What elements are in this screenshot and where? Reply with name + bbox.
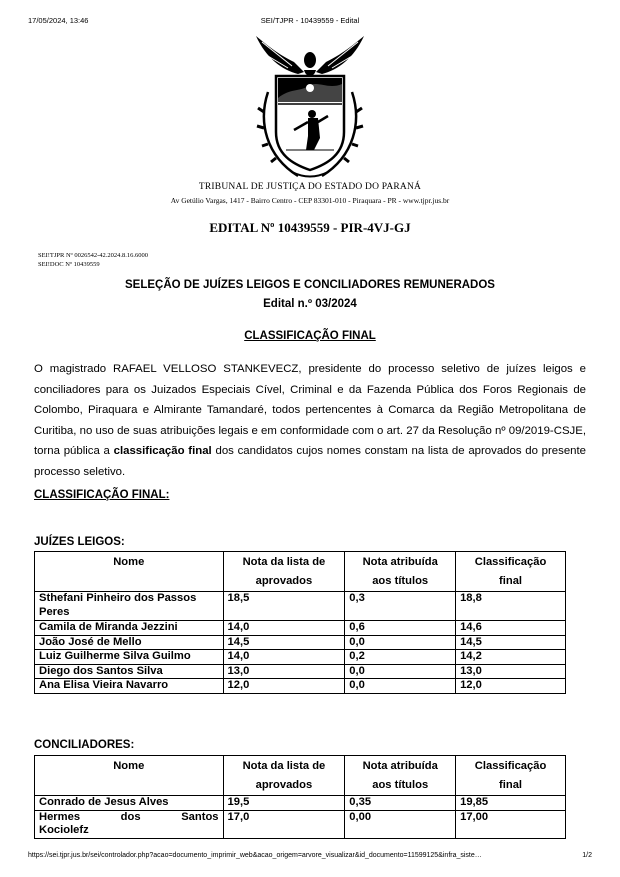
cell-name xyxy=(35,810,224,838)
table-row xyxy=(35,592,566,621)
cell-name: Ana Elisa Vieira Navarro xyxy=(35,679,224,694)
table-row xyxy=(35,621,566,636)
cell-name: Luiz Guilherme Silva Guilmo xyxy=(35,650,224,665)
cell-name-line2: Kociolefz xyxy=(39,824,89,836)
cell-titles: 0,00 xyxy=(345,810,456,838)
classification-title: CLASSIFICAÇÃO FINAL xyxy=(244,330,376,342)
print-datetime: 17/05/2024, 13:46 xyxy=(28,16,89,25)
print-header xyxy=(28,16,592,26)
process-ref: SEI!TJPR Nº 0026542-42.2024.8.16.6000 xyxy=(38,252,148,259)
header-name: Nome xyxy=(35,552,224,592)
court-address: Av Getúlio Vargas, 1417 - Bairro Centro - CEP 83301-010 - Piraquara - PR - www.tjpr.jus.br xyxy=(170,196,450,205)
cell-titles: 0,6 xyxy=(345,621,456,636)
header-approved: Nota da lista de aprovados xyxy=(223,552,345,592)
cell-name: Diego dos Santos Silva xyxy=(35,664,224,679)
print-title: SEI/TJPR - 10439559 - Edital xyxy=(260,16,360,25)
cell-titles: 0,0 xyxy=(345,679,456,694)
cell-approved: 17,0 xyxy=(223,810,345,838)
cell-approved: 18,5 xyxy=(223,592,345,621)
cell-titles: 0,2 xyxy=(345,650,456,665)
cell-titles: 0,3 xyxy=(345,592,456,621)
cell-name: Sthefani Pinheiro dos Passos Peres xyxy=(35,592,224,621)
header-final: Classificação final xyxy=(456,552,566,592)
table-row xyxy=(35,679,566,694)
cell-name: João José de Mello xyxy=(35,635,224,650)
section-final-heading: CLASSIFICAÇÃO FINAL: xyxy=(34,489,170,501)
cell-name: Camila de Miranda Jezzini xyxy=(35,621,224,636)
body-text-1: O magistrado RAFAEL VELLOSO STANKEVECZ, presidente do processo seletivo de juízes leigos e conciliadores para os Juizados Especiais Cível, Criminal e da Fazenda Pública dos Foros Regionais de Colombo, Piraquara e Almirante Tamandaré, todos pertencentes à Comarca da Região Metropolitana de Curitiba, no uso de suas atribuições legais e em conformidade com o art. 27 da Resolução nº 09/2019-CSJE, torna pública a xyxy=(34,363,586,458)
doc-ref: SEI!DOC Nº 10439559 xyxy=(38,261,100,268)
header-titles: Nota atribuída aos títulos xyxy=(345,756,456,796)
edital-number: EDITAL Nº 10439559 - PIR-4VJ-GJ xyxy=(209,220,411,235)
cell-titles: 0,0 xyxy=(345,635,456,650)
header-name: Nome xyxy=(35,756,224,796)
table-row xyxy=(35,810,566,838)
body-bold: classificação final xyxy=(113,445,212,458)
selection-edital: Edital n.º 03/2024 xyxy=(263,298,357,310)
cell-final: 17,00 xyxy=(456,810,566,838)
table-row xyxy=(35,635,566,650)
cell-final: 13,0 xyxy=(456,664,566,679)
table-row xyxy=(35,796,566,811)
table-row xyxy=(35,650,566,665)
cell-final: 14,6 xyxy=(456,621,566,636)
cell-final: 18,8 xyxy=(456,592,566,621)
table-row xyxy=(35,664,566,679)
selection-title: SELEÇÃO DE JUÍZES LEIGOS E CONCILIADORES REMUNERADOS xyxy=(125,279,495,291)
body-text-2: dos candidatos cujos nomes constam na lista de aprovados do presente processo seletivo. xyxy=(34,445,587,478)
cell-final: 19,85 xyxy=(456,796,566,811)
header-titles: Nota atribuída aos títulos xyxy=(345,552,456,592)
table-header-row xyxy=(35,756,566,796)
cell-name: Conrado de Jesus Alves xyxy=(35,796,224,811)
table-header-row xyxy=(35,552,566,592)
parana-coat-of-arms-icon xyxy=(248,32,372,180)
judges-heading: JUÍZES LEIGOS: xyxy=(34,536,125,548)
header-approved: Nota da lista de aprovados xyxy=(223,756,345,796)
cell-approved: 14,5 xyxy=(223,635,345,650)
judges-table xyxy=(34,551,566,694)
cell-approved: 19,5 xyxy=(223,796,345,811)
conciliators-heading: CONCILIADORES: xyxy=(34,739,135,751)
footer-url: https://sei.tjpr.jus.br/sei/controlador.php?acao=documento_imprimir_web&acao_origem=arvore_visualizar&id_documento=11599125&infra_siste… xyxy=(28,852,482,859)
court-name: TRIBUNAL DE JUSTIÇA DO ESTADO DO PARANÁ xyxy=(198,182,422,192)
cell-final: 14,5 xyxy=(456,635,566,650)
cell-approved: 12,0 xyxy=(223,679,345,694)
cell-titles: 0,0 xyxy=(345,664,456,679)
cell-final: 14,2 xyxy=(456,650,566,665)
conciliators-table xyxy=(34,755,566,839)
cell-approved: 14,0 xyxy=(223,650,345,665)
cell-final: 12,0 xyxy=(456,679,566,694)
body-paragraph xyxy=(34,359,586,483)
header-final: Classificação final xyxy=(456,756,566,796)
cell-approved: 13,0 xyxy=(223,664,345,679)
cell-approved: 14,0 xyxy=(223,621,345,636)
footer-page: 1/2 xyxy=(582,852,592,859)
cell-titles: 0,35 xyxy=(345,796,456,811)
cell-name-line1: Hermes dos Santos xyxy=(39,810,219,823)
